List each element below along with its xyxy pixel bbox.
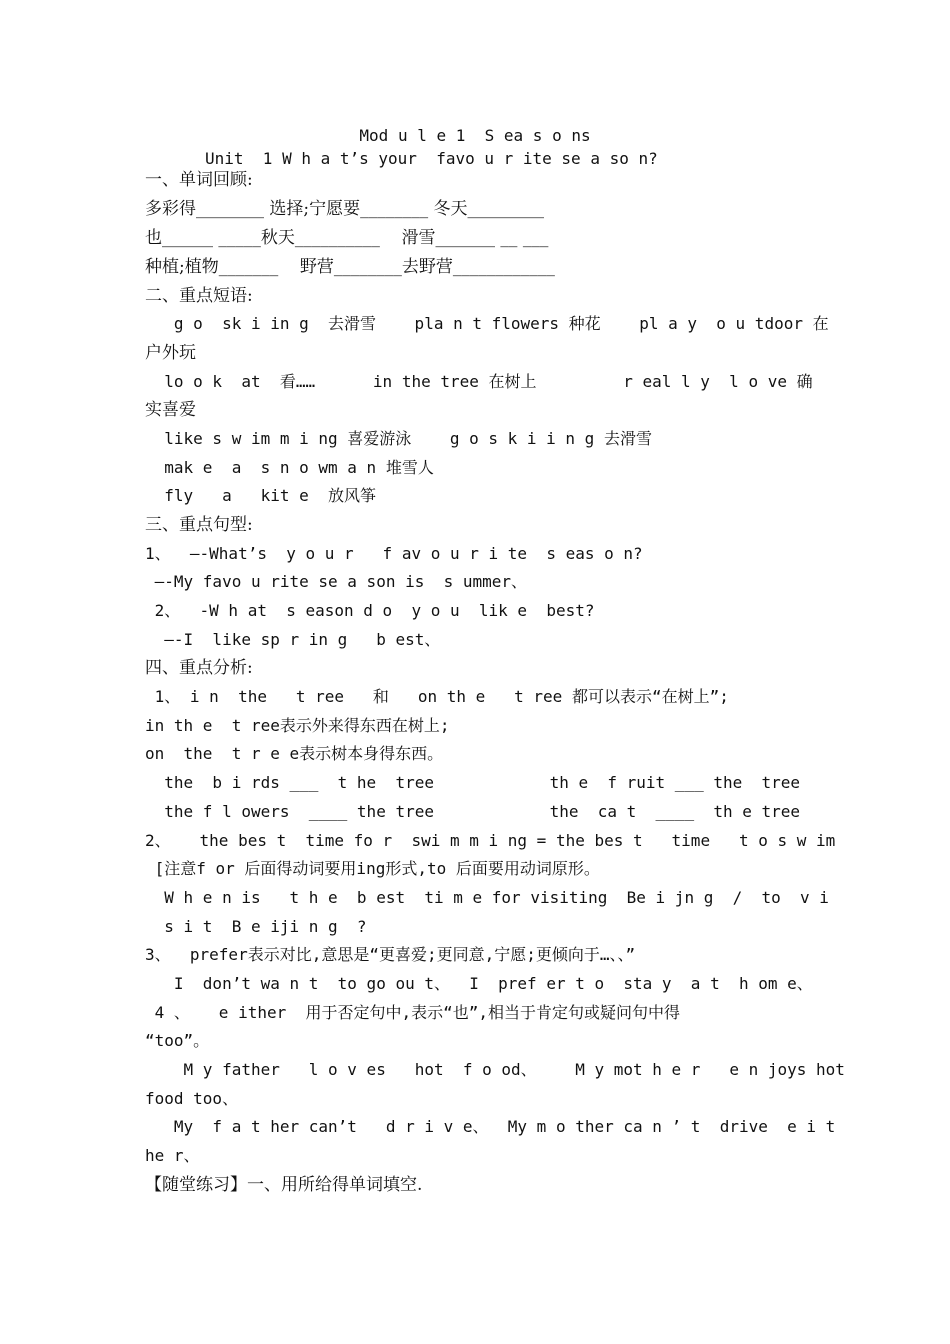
text-line: 2、 the bes t time fo r swi m m i ng = the bes t time t o s w im [145, 831, 836, 850]
text-line: the b i rds ___ t he tree th e f ruit ___ the tree [145, 773, 801, 792]
text-line: lo o k at 看…… in the tree 在树上 r eal l y l o ve 确 [145, 372, 813, 391]
text-line: 2、 -W h at s eason d o y o u lik e best? [145, 601, 595, 620]
section-heading: 一、单词回顾: [145, 170, 253, 190]
text-line: “too”。 [145, 1031, 210, 1050]
text-line: My f a t her can’t d r i v e、 My m o ther ca n ’ t drive e i t [145, 1117, 836, 1136]
text-line: like s w im m i ng 喜爱游泳 g o s k i i n g 去滑雪 [145, 429, 652, 448]
text-line: on the t r e e表示树本身得东西。 [145, 744, 444, 763]
text-line: —-I like sp r in g b est、 [145, 630, 441, 649]
text-line: 种植;植物_______ 野营________去野营____________ [145, 257, 555, 277]
text-line: food too、 [145, 1089, 239, 1108]
text-line: s i t B e iji n g ? [145, 917, 367, 936]
text-line: he r、 [145, 1146, 200, 1165]
text-line: 户外玩 [145, 343, 196, 363]
text-line: 多彩得________ 选择;宁愿要________ 冬天_________ [145, 199, 545, 219]
section-heading: 三、重点句型: [145, 515, 253, 535]
text-line: in th e t ree表示外来得东西在树上; [145, 716, 450, 735]
section-heading: 四、重点分析: [145, 658, 253, 678]
doc-subtitle: Unit 1 W h a t’s your favo u r ite se a so n? [205, 149, 658, 168]
text-line: 实喜爱 [145, 400, 196, 420]
text-line: 1、 —-What’s y o u r f av o u r i te s eas o n? [145, 544, 643, 563]
text-line: g o sk i in g 去滑雪 pla n t flowers 种花 pl a y o u tdoor 在 [145, 314, 829, 333]
text-line: I don’t wa n t to go ou t、 I pref er t o sta y a t h om e、 [145, 974, 813, 993]
text-line: 3、 prefer表示对比,意思是“更喜爱;更同意,宁愿;更倾向于…、、” [145, 945, 636, 964]
text-line: —-My favo u rite se a son is s ummer、 [145, 572, 528, 591]
doc-title: Mod u l e 1 S ea s o ns [359, 126, 591, 145]
text-line: 1、 i n the t ree 和 on th e t ree 都可以表示“在树上”; [145, 687, 729, 706]
text-line: 也______ _____秋天__________ 滑雪_______ __ ___ [145, 228, 549, 248]
text-line: M y father l o v es hot f o od、 M y mot h e r e n joys hot [145, 1060, 845, 1079]
text-line: [注意f or 后面得动词要用ing形式,to 后面要用动词原形。 [145, 859, 600, 878]
text-line: W h e n is t h e b est ti m e for visiting Be i jn g / to v i [145, 888, 829, 907]
text-line: the f l owers ____ the tree the ca t ____ th e tree [145, 802, 801, 821]
section-heading: 【随堂练习】一、用所给得单词填空. [145, 1175, 423, 1195]
text-line: mak e a s n o wm a n 堆雪人 [145, 458, 434, 477]
text-line: 4 、 e ither 用于否定句中,表示“也”,相当于肯定句或疑问句中得 [145, 1003, 681, 1022]
section-heading: 二、重点短语: [145, 286, 253, 306]
text-line: fly a kit e 放风筝 [145, 486, 377, 505]
